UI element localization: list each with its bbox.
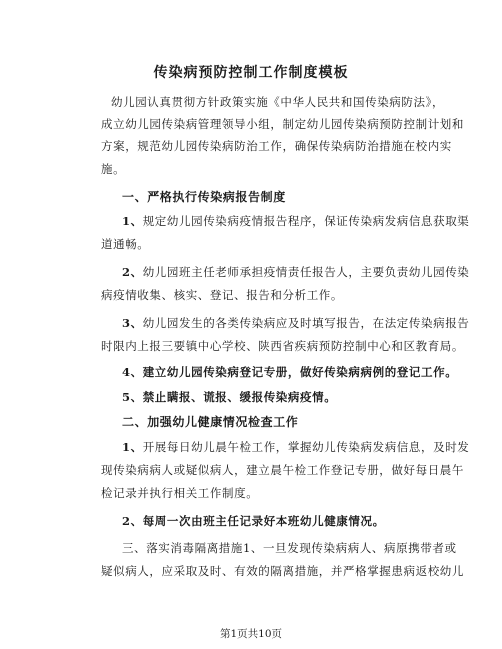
section-1-item-2-line-2: 病疫情收集、核实、登记、报告和分析工作。 <box>101 288 343 302</box>
page-footer: 第1页共10页 <box>219 628 283 640</box>
intro-line-1: 幼儿园认真贯彻方针政策实施《中华人民共和国传染病防法》， <box>111 95 445 109</box>
section-3-line-1: 三、落实消毒隔离措施1、一旦发现传染病病人、病原携带者或 <box>122 541 457 555</box>
section-1-heading: 一、严格执行传染病报告制度 <box>122 190 286 204</box>
section-1-item-5: 5、禁止瞒报、谎报、缓报传染病疫情。 <box>122 390 337 404</box>
document-title: 传染病预防控制工作制度模板 <box>153 65 349 81</box>
section-1-item-1-line-1 <box>122 213 469 229</box>
section-1-item-2-line-1 <box>122 264 469 280</box>
item-number: 1、 <box>122 440 143 454</box>
intro-line-2: 成立幼儿园传染病管理领导小组，制定幼儿园传染病预防控制计划和 <box>101 117 464 131</box>
item-text: 开展每日幼儿晨午检工作，掌握幼儿传染病发病信息，及时发 <box>142 440 470 454</box>
section-1-item-3-line-1 <box>122 315 469 331</box>
intro-line-3: 方案，规范幼儿园传染病防治工作，确保传染病防治措施在校内实 <box>101 139 452 153</box>
section-1-item-3-line-2: 时限内上报三要镇中心学校、陕西省疾病预防控制中心和区教育局。 <box>101 339 464 353</box>
section-1-item-4: 4、建立幼儿园传染病登记专册，做好传染病病例的登记工作。 <box>122 365 458 379</box>
item-number: 3、 <box>122 316 143 330</box>
section-2-heading: 二、加强幼儿健康情况检查工作 <box>122 415 299 429</box>
intro-line-4: 施。 <box>101 162 126 176</box>
section-2-item-1-line-3: 检记录并执行相关工作制度。 <box>101 486 259 500</box>
item-text: 幼儿园发生的各类传染病应及时填写报告，在法定传染病报告 <box>142 316 470 330</box>
section-1-item-1-line-2: 道通畅。 <box>101 237 150 251</box>
item-number: 1、 <box>122 214 143 228</box>
section-2-item-1-line-2: 现传染病病人或疑似病人，建立晨午检工作登记专册，做好每日晨午 <box>101 463 464 477</box>
section-2-item-1-line-1 <box>122 439 469 455</box>
item-text: 规定幼儿园传染病疫情报告程序，保证传染病发病信息获取渠 <box>142 214 470 228</box>
section-3-line-2: 疑似病人，应采取及时、有效的隔离措施，并严格掌握患病返校幼儿 <box>101 564 464 578</box>
item-text: 幼儿园班主任老师承担疫情责任报告人，主要负责幼儿园传染 <box>142 265 470 279</box>
section-2-item-2: 2、每周一次由班主任记录好本班幼儿健康情况。 <box>122 514 385 528</box>
item-number: 2、 <box>122 265 143 279</box>
